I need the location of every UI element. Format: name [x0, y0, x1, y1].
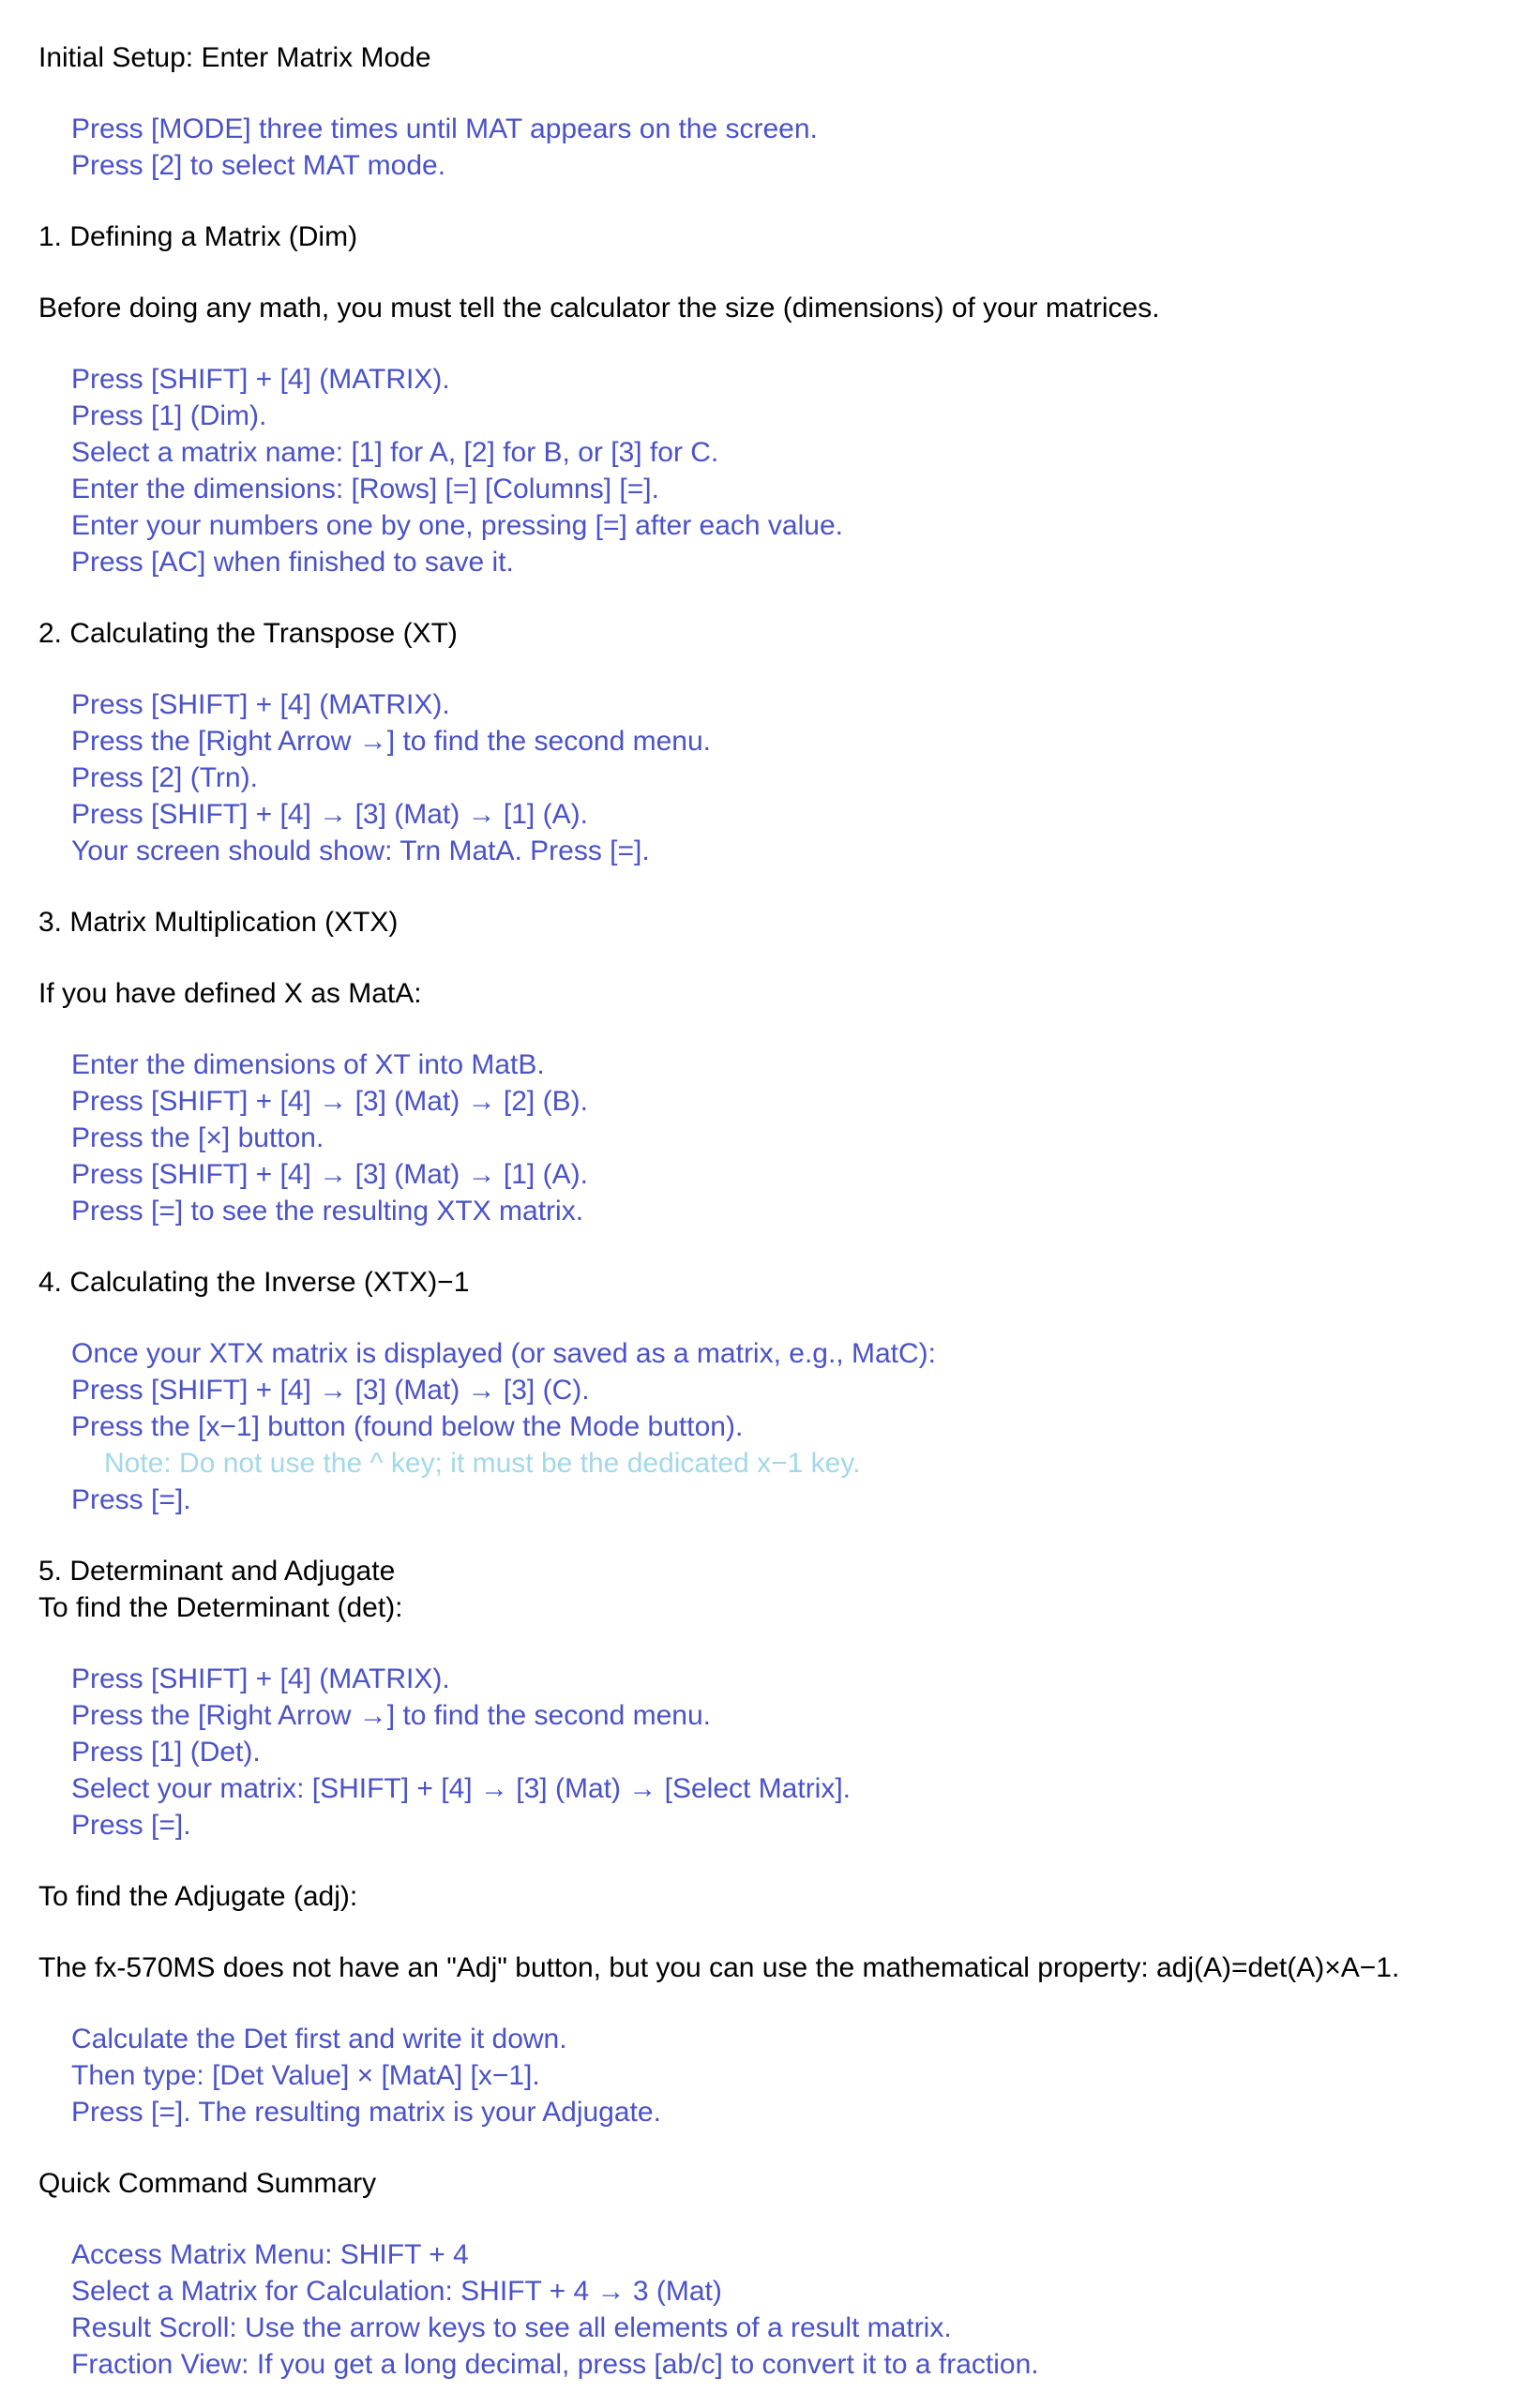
instruction-step: Press [=]. [71, 1484, 191, 1515]
instruction-step: Select a Matrix for Calculation: SHIFT + 4 → 3 (Mat) [71, 2276, 722, 2307]
instruction-step: Press [2] to select MAT mode. [71, 150, 446, 181]
instruction-step: Press [SHIFT] + [4] (MATRIX). [71, 1663, 450, 1694]
adjugate-subheading [38, 1878, 1519, 1915]
initial-setup-steps [38, 111, 1519, 184]
heading-line: To find the Adjugate (adj): [38, 1881, 358, 1912]
instruction-step: Result Scroll: Use the arrow keys to see all elements of a result matrix. [71, 2312, 952, 2343]
instruction-step: Enter your numbers one by one, pressing [=] after each value. [71, 510, 843, 541]
note-line: Note: Do not use the ^ key; it must be the dedicated x−1 key. [104, 1448, 861, 1479]
section-5-det-steps [38, 1661, 1519, 1844]
instruction-step: Press [2] (Trn). [71, 762, 258, 793]
heading-line: 5. Determinant and Adjugate [38, 1556, 396, 1587]
summary-heading [38, 2165, 1519, 2202]
instruction-step: Fraction View: If you get a long decimal, press [ab/c] to convert it to a fraction. [71, 2349, 1039, 2380]
instruction-step: Press [MODE] three times until MAT appears on the screen. [71, 113, 818, 144]
instruction-step: Select a matrix name: [1] for A, [2] for B, or [3] for C. [71, 437, 719, 468]
section-3-heading [38, 904, 1519, 941]
section-1-intro [38, 290, 1519, 326]
instruction-step: Press [1] (Det). [71, 1737, 261, 1768]
heading-line: 1. Defining a Matrix (Dim) [38, 221, 358, 252]
instruction-step: Press the [×] button. [71, 1122, 324, 1153]
adjugate-intro [38, 1949, 1519, 1986]
instruction-step: Press [SHIFT] + [4] → [3] (Mat) → [1] (A). [71, 1159, 588, 1190]
instruction-step: Then type: [Det Value] × [MatA] [x−1]. [71, 2060, 540, 2091]
instruction-step: Enter the dimensions: [Rows] [=] [Columns] [=]. [71, 474, 659, 504]
paragraph-line: If you have defined X as MatA: [38, 978, 422, 1009]
instruction-step: Press [AC] when finished to save it. [71, 547, 514, 578]
instruction-step: Press [SHIFT] + [4] → [3] (Mat) → [2] (B). [71, 1086, 588, 1117]
instruction-step: Press [=] to see the resulting XTX matrix. [71, 1196, 584, 1227]
instruction-step: Select your matrix: [SHIFT] + [4] → [3] (Mat) → [Select Matrix]. [71, 1773, 852, 1804]
instruction-step: Press [SHIFT] + [4] → [3] (Mat) → [1] (A). [71, 799, 588, 830]
paragraph-line: Before doing any math, you must tell the calculator the size (dimensions) of your matrices. [38, 293, 1160, 324]
adjugate-steps [38, 2021, 1519, 2130]
instruction-step: Press the [Right Arrow →] to find the second menu. [71, 1700, 712, 1731]
instruction-step: Your screen should show: Trn MatA. Press [=]. [71, 835, 650, 866]
section-3-steps [38, 1046, 1519, 1229]
instruction-step: Once your XTX matrix is displayed (or saved as a matrix, e.g., MatC): [71, 1338, 936, 1369]
instruction-step: Access Matrix Menu: SHIFT + 4 [71, 2239, 469, 2270]
instruction-step: Press [SHIFT] + [4] → [3] (Mat) → [3] (C). [71, 1375, 590, 1406]
instruction-step: Press [SHIFT] + [4] (MATRIX). [71, 689, 450, 720]
heading-line: 4. Calculating the Inverse (XTX)−1 [38, 1267, 470, 1298]
heading-line: To find the Determinant (det): [38, 1592, 403, 1623]
section-2-heading [38, 615, 1519, 652]
summary-steps [38, 2236, 1519, 2383]
section-4-heading [38, 1264, 1519, 1301]
section-2-steps [38, 686, 1519, 869]
section-1-heading [38, 218, 1519, 255]
instruction-step: Enter the dimensions of XT into MatB. [71, 1049, 545, 1080]
paragraph-line: The fx-570MS does not have an "Adj" button, but you can use the mathematical property: adj(A)=det(A)×A−1. [38, 1952, 1400, 1983]
instruction-step: Press [1] (Dim). [71, 400, 267, 431]
instruction-step: Calculate the Det first and write it down. [71, 2024, 567, 2054]
instruction-step: Press the [Right Arrow →] to find the second menu. [71, 726, 712, 757]
instruction-step: Press [SHIFT] + [4] (MATRIX). [71, 364, 450, 395]
heading-line: Quick Command Summary [38, 2168, 377, 2199]
section-5-heading [38, 1553, 1519, 1626]
section-3-intro [38, 975, 1519, 1012]
initial-setup-heading [38, 39, 1519, 76]
heading-line: Initial Setup: Enter Matrix Mode [38, 42, 431, 73]
instruction-step: Press [=]. The resulting matrix is your Adjugate. [71, 2097, 661, 2128]
section-4-steps [38, 1335, 1519, 1518]
instruction-step: Press [=]. [71, 1810, 191, 1841]
section-1-steps [38, 361, 1519, 580]
heading-line: 2. Calculating the Transpose (XT) [38, 618, 458, 649]
heading-line: 3. Matrix Multiplication (XTX) [38, 907, 399, 938]
instruction-step: Press the [x−1] button (found below the Mode button). [71, 1411, 744, 1442]
